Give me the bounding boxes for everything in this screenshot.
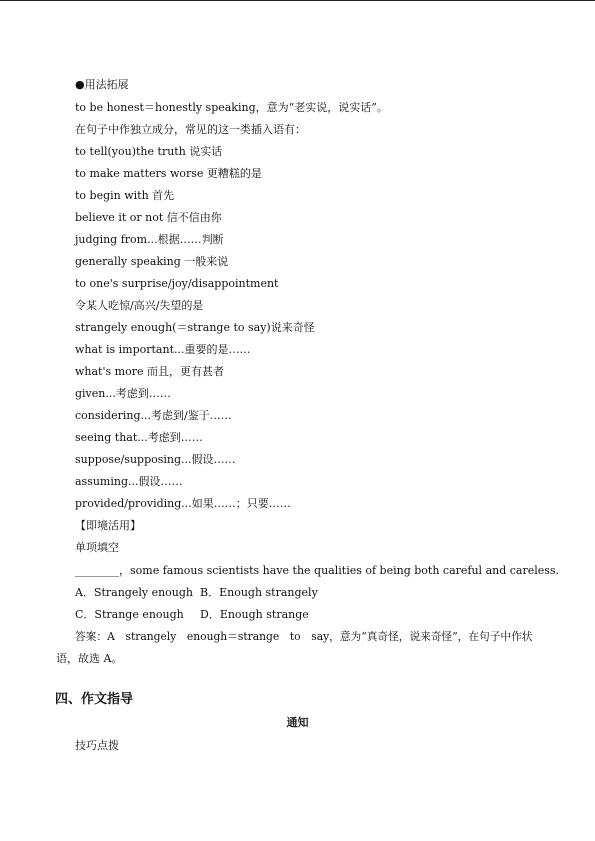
text-line: considering...考虑到/鉴于……	[75, 409, 232, 422]
option-d: D．Enough strange	[200, 608, 309, 621]
text-line: suppose/supposing...假设……	[75, 453, 236, 466]
text-line: what is important...重要的是……	[75, 343, 251, 356]
page-top-rule	[0, 0, 595, 1]
practice-subtitle: 单项填空	[75, 541, 119, 554]
text-line: to make matters worse 更糟糕的是	[75, 167, 262, 180]
notice-title: 通知	[286, 716, 309, 729]
question-text: ________，some famous scientists have the qualities of being both careful and careless.	[75, 564, 560, 577]
option-a: A．Strangely enough	[75, 586, 194, 599]
text-line: seeing that...考虑到……	[75, 431, 203, 444]
text-line: believe it or not 信不信由你	[75, 211, 222, 224]
text-line: to one's surprise/joy/disappointment	[75, 277, 279, 290]
tip-label: 技巧点拨	[75, 739, 119, 752]
option-b: B．Enough strangely	[200, 586, 318, 599]
text-line: strangely enough(＝strange to say)说来奇怪	[75, 321, 315, 334]
usage-title: ●用法拓展	[75, 78, 129, 91]
text-line: to begin with 首先	[75, 189, 175, 202]
text-line: assuming...假设……	[75, 475, 183, 488]
text-line: what's more 而且，更有甚者	[75, 365, 224, 378]
text-line: to be honest＝honestly speaking，意为“老实说，说实话”。	[75, 101, 388, 114]
text-line: 在句子中作独立成分，常见的这一类插入语有：	[75, 123, 306, 136]
text-line: to tell(you)the truth 说实话	[75, 145, 223, 158]
text-line: judging from...根据……判断	[75, 233, 224, 246]
text-line: provided/providing...如果……；只要……	[75, 497, 291, 510]
section-heading: 四、作文指导	[55, 692, 134, 707]
answer-line: 语，故选 A。	[56, 652, 123, 665]
practice-title: 【即境活用】	[75, 519, 141, 532]
text-line: generally speaking 一般来说	[75, 255, 229, 268]
option-c: C．Strange enough	[75, 608, 184, 621]
text-line: given...考虑到……	[75, 387, 171, 400]
answer-line: 答案：A strangely enough＝strange to say，意为“真奇怪，说来奇怪”，在句子中作状	[75, 630, 533, 643]
text-line: 令某人吃惊/高兴/失望的是	[75, 299, 204, 312]
